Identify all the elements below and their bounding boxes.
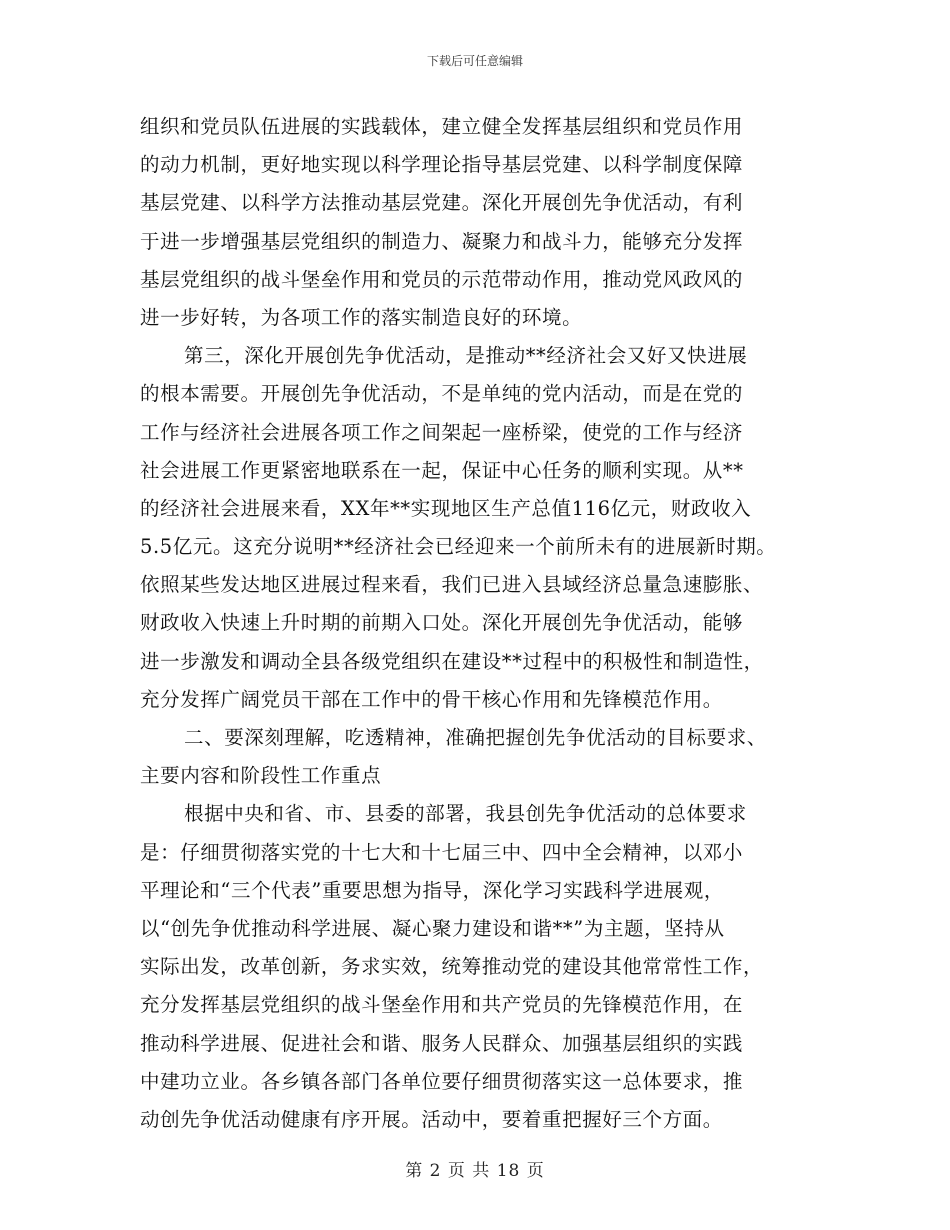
text-line: 充分发挥广阔党员干部在工作中的骨干核心作用和先锋模范作用。	[140, 687, 723, 711]
text-line: 动创先争优活动健康有序开展。活动中，要着重把握好三个方面。	[140, 1107, 723, 1131]
section-heading-line: 二、要深刻理解，吃透精神，准确把握创先争优活动的目标要求、	[184, 726, 767, 749]
text-line: 的动力机制，更好地实现以科学理论指导基层党建、以科学制度保障	[140, 153, 744, 177]
text-line: 工作与经济社会进展各项工作之间架起一座桥梁，使党的工作与经济	[140, 420, 744, 444]
text-line: 依照某些发达地区进展过程来看，我们已进入县域经济总量急速膨胀、	[140, 573, 764, 597]
text-line: 中建功立业。各乡镇各部门各单位要仔细贯彻落实这一总体要求，推	[140, 1069, 744, 1093]
text-line: 组织和党员队伍进展的实践载体，建立健全发挥基层组织和党员作用	[140, 115, 744, 138]
text-line: 进一步激发和调动全县各级党组织在建设**过程中的积极性和制造性，	[140, 649, 764, 673]
text-line: 财政收入快速上升时期的前期入口处。深化开展创先争优活动，能够	[140, 611, 744, 635]
page-header: 下载后可任意编辑	[426, 54, 523, 68]
body-text	[140, 108, 840, 1139]
text-line: 的根本需要。开展创先争优活动，不是单纯的党内活动，而是在党的	[140, 382, 744, 406]
text-line: 的经济社会进展来看，XX年**实现地区生产总值116亿元，财政收入	[140, 496, 752, 520]
paragraph-start-line: 根据中央和省、市、县委的部署，我县创先争优活动的总体要求	[184, 802, 747, 826]
text-line: 推动科学进展、促进社会和谐、服务人民群众、加强基层组织的实践	[140, 1031, 744, 1055]
text-line: 社会进展工作更紧密地联系在一起，保证中心任务的顺利实现。从**	[140, 458, 744, 482]
text-line: 基层党建、以科学方法推动基层党建。深化开展创先争优活动，有利	[140, 191, 744, 215]
text-line: 进一步好转，为各项工作的落实制造良好的环境。	[140, 305, 583, 329]
text-line: 平理论和“三个代表”重要思想为指导，深化学习实践科学进展观，	[140, 878, 724, 902]
text-line: 于进一步增强基层党组织的制造力、凝聚力和战斗力，能够充分发挥	[140, 229, 744, 253]
text-line: 以“创先争优推动科学进展、凝心聚力建设和谐**”为主题，坚持从	[140, 916, 725, 940]
text-line: 充分发挥基层党组织的战斗堡垒作用和共产党员的先锋模范作用，在	[140, 993, 744, 1017]
text-line: 基层党组织的战斗堡垒作用和党员的示范带动作用，推动党风政风的	[140, 267, 744, 291]
section-heading-line: 主要内容和阶段性工作重点	[140, 764, 382, 788]
text-line: 5.5亿元。这充分说明**经济社会已经迎来一个前所未有的进展新时期。	[140, 535, 777, 559]
page-number-footer: 第 2 页 共 18 页	[405, 1161, 545, 1181]
text-line: 实际出发，改革创新，务求实效，统筹推动党的建设其他常常性工作，	[140, 955, 764, 979]
text-line: 是：仔细贯彻落实党的十七大和十七届三中、四中全会精神，以邓小	[140, 840, 744, 864]
paragraph-start-line: 第三，深化开展创先争优活动，是推动**经济社会又好又快进展	[184, 344, 748, 368]
